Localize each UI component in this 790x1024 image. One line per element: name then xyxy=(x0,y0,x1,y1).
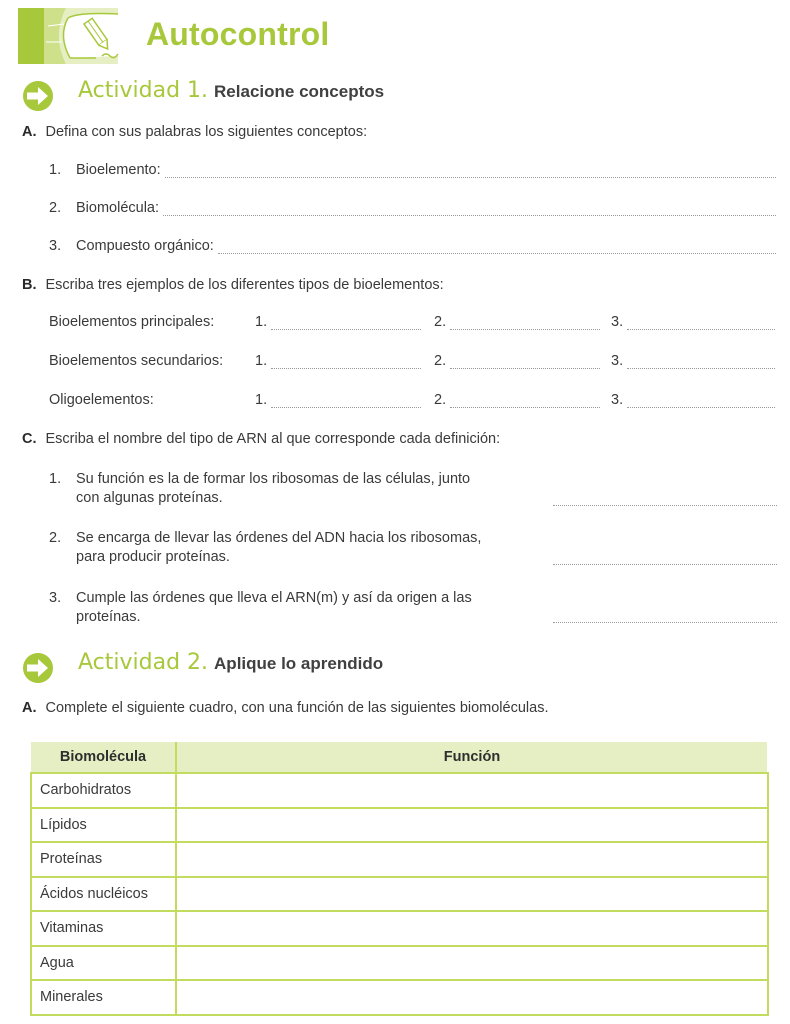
answer-line[interactable] xyxy=(627,393,775,408)
answer-line[interactable] xyxy=(165,164,776,178)
bioelementos-secundarios-row: Bioelementos secundarios: 1. 2. 3. xyxy=(49,353,779,371)
function-cell[interactable] xyxy=(176,842,768,877)
answer-line[interactable] xyxy=(450,354,600,369)
answer-line[interactable] xyxy=(450,393,600,408)
biomolecule-cell: Minerales xyxy=(31,980,176,1015)
activity-2-title: Actividad 2. Aplique lo aprendido xyxy=(78,650,384,675)
function-cell[interactable] xyxy=(176,808,768,843)
page-title: Autocontrol xyxy=(146,16,330,52)
biomolecule-cell: Agua xyxy=(31,946,176,981)
activity-1-heading xyxy=(22,78,385,112)
table-row xyxy=(31,946,768,981)
arrow-right-circle-icon xyxy=(22,652,54,684)
activity-1-subtitle: Relacione conceptos xyxy=(214,82,385,101)
concept-biomolecula: 2. Biomolécula: xyxy=(49,200,776,216)
table-row xyxy=(31,911,768,946)
table-header-row xyxy=(31,742,768,773)
activity-1-title: Actividad 1. Relacione conceptos xyxy=(78,78,385,103)
answer-line[interactable] xyxy=(627,354,775,369)
biomolecule-cell: Ácidos nucléicos xyxy=(31,877,176,912)
activity-2-instruction: A. Complete el siguiente cuadro, con una función de las siguientes biomoléculas. xyxy=(22,700,549,716)
function-cell[interactable] xyxy=(176,773,768,808)
oligoelementos-row: Oligoelementos: 1. 2. 3. xyxy=(49,392,779,410)
answer-line[interactable] xyxy=(218,240,776,254)
biomolecule-cell: Vitaminas xyxy=(31,911,176,946)
table-row xyxy=(31,980,768,1015)
biomolecule-function-table xyxy=(30,742,769,1016)
answer-line[interactable] xyxy=(627,315,775,330)
function-cell[interactable] xyxy=(176,946,768,981)
answer-line[interactable] xyxy=(553,505,777,506)
answer-line[interactable] xyxy=(271,315,421,330)
section-b-instruction: B. Escriba tres ejemplos de los diferentes tipos de bioelementos: xyxy=(22,277,444,293)
answer-line[interactable] xyxy=(553,564,777,565)
answer-line[interactable] xyxy=(163,202,776,216)
answer-line[interactable] xyxy=(271,354,421,369)
answer-line[interactable] xyxy=(271,393,421,408)
table-row xyxy=(31,808,768,843)
bioelementos-principales-row: Bioelementos principales: 1. 2. 3. xyxy=(49,314,779,332)
pencil-globe-icon xyxy=(18,8,132,64)
function-cell[interactable] xyxy=(176,980,768,1015)
section-c-instruction: C. Escriba el nombre del tipo de ARN al que corresponde cada definición: xyxy=(22,431,501,447)
biomolecule-cell: Carbohidratos xyxy=(31,773,176,808)
function-cell[interactable] xyxy=(176,877,768,912)
table-row xyxy=(31,877,768,912)
column-header-funcion: Función xyxy=(176,742,768,773)
table-row xyxy=(31,773,768,808)
function-cell[interactable] xyxy=(176,911,768,946)
page-header xyxy=(18,8,132,64)
answer-line[interactable] xyxy=(553,622,777,623)
answer-line[interactable] xyxy=(450,315,600,330)
arrow-right-circle-icon xyxy=(22,80,54,112)
activity-2-subtitle: Aplique lo aprendido xyxy=(214,654,384,673)
section-a-instruction: A. Defina con sus palabras los siguientes conceptos: xyxy=(22,124,368,140)
biomolecule-cell: Lípidos xyxy=(31,808,176,843)
biomolecule-cell: Proteínas xyxy=(31,842,176,877)
table-row xyxy=(31,842,768,877)
concept-bioelemento: 1. Bioelemento: xyxy=(49,162,776,178)
concept-compuesto-organico: 3. Compuesto orgánico: xyxy=(49,238,776,254)
activity-2-heading xyxy=(22,650,384,684)
column-header-biomolecula: Biomolécula xyxy=(31,742,176,773)
